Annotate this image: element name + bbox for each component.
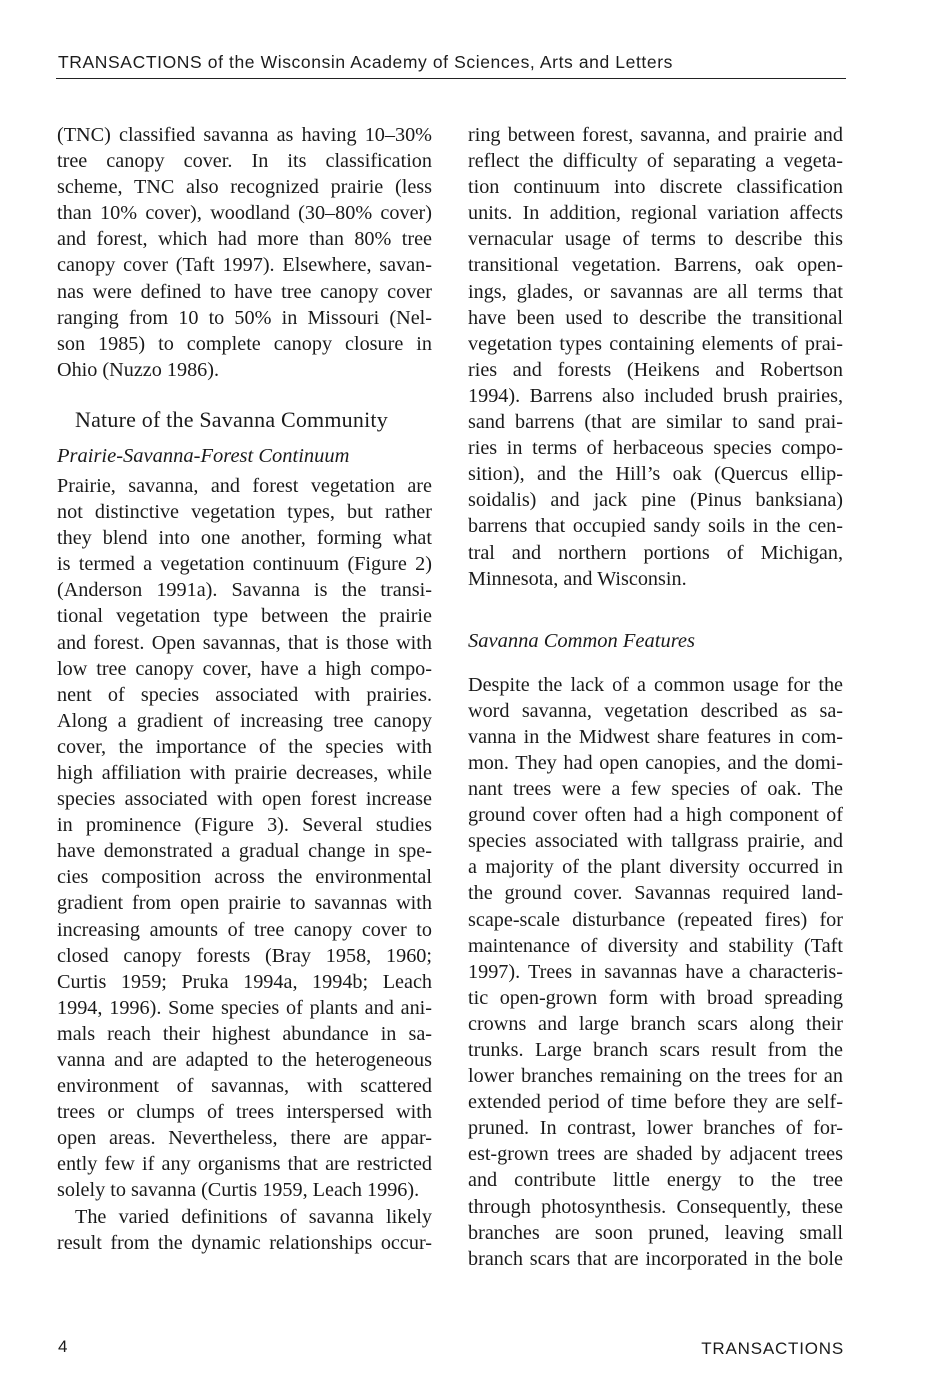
- text-line: vanna in the Midwest share features in com-: [468, 725, 843, 748]
- text-line: ently few if any organisms that are restricted: [57, 1153, 432, 1176]
- subheading-common-features: Savanna Common Features: [468, 629, 695, 652]
- text-line: extended period of time before they are self-: [468, 1091, 843, 1114]
- text-line: son 1985) to complete canopy closure in: [57, 332, 432, 355]
- text-line: high affiliation with prairie decreases, while: [57, 761, 432, 784]
- text-line: cies composition across the environmental: [57, 866, 432, 889]
- text-line: crowns and large branch scars along their: [468, 1012, 843, 1035]
- text-line: sand barrens (that are similar to sand prai-: [468, 411, 843, 434]
- text-line: nent of species associated with prairies.: [57, 683, 432, 706]
- text-line: nas were defined to have tree canopy cover: [57, 280, 432, 303]
- text-line: reflect the difficulty of separating a vegeta-: [468, 150, 843, 173]
- text-line: nant trees were a few species of oak. The: [468, 778, 843, 801]
- text-line: they blend into one another, forming what: [57, 527, 432, 550]
- spacer: [57, 383, 432, 405]
- text-line: low tree canopy cover, have a high compo-: [57, 657, 432, 680]
- text-line: vernacular usage of terms to describe this: [468, 228, 843, 251]
- text-line: have demonstrated a gradual change in spe-: [57, 840, 432, 863]
- text-line: have been used to describe the transitional: [468, 306, 843, 329]
- text-line: Ohio (Nuzzo 1986).: [57, 358, 220, 381]
- text-line: Despite the lack of a common usage for the: [468, 673, 843, 696]
- text-line: and forest. Open savannas, that is those with: [57, 631, 432, 654]
- text-line: tree canopy cover. In its classification: [57, 150, 432, 173]
- continuum-paragraph: [57, 473, 432, 1204]
- text-line: transitional vegetation. Barrens, oak open-: [468, 254, 843, 277]
- spacer: [468, 592, 843, 626]
- page-number: 4: [58, 1337, 68, 1356]
- text-line: scape-scale disturbance (repeated fires) for: [468, 908, 843, 931]
- text-line: increasing amounts of tree canopy cover to: [57, 918, 432, 941]
- text-line: mon. They had open canopies, and the domi-: [468, 751, 843, 774]
- text-line: sition), and the Hill’s oak (Quercus ellip-: [468, 463, 843, 486]
- text-line: maintenance of diversity and stability (Taft: [468, 934, 843, 957]
- text-line: The varied definitions of savanna likely: [75, 1205, 432, 1228]
- intro-paragraph: [57, 122, 432, 383]
- text-line: tic open-grown form with broad spreading: [468, 986, 843, 1009]
- text-line: and forest, which had more than 80% tree: [57, 228, 432, 251]
- text-line: species associated with tallgrass prairie, and: [468, 830, 843, 853]
- left-column: [57, 122, 432, 1256]
- text-line: tral and northern portions of Michigan,: [468, 541, 843, 564]
- text-line: Prairie, savanna, and forest vegetation are: [57, 474, 432, 497]
- section-heading: Nature of the Savanna Community: [75, 406, 388, 432]
- text-line: mals reach their highest abundance in sa-: [57, 1022, 432, 1045]
- text-line: ries and forests (Heikens and Robertson: [468, 358, 843, 381]
- text-line: scheme, TNC also recognized prairie (less: [57, 176, 432, 199]
- text-line: through photosynthesis. Consequently, these: [468, 1195, 843, 1218]
- running-head-title: TRANSACTIONS of the Wisconsin Academy of Sciences, Arts and Letters: [58, 52, 674, 72]
- text-line: environment of savannas, with scattered: [57, 1075, 432, 1098]
- text-line: Along a gradient of increasing tree canopy: [57, 709, 432, 732]
- text-line: Minnesota, and Wisconsin.: [468, 567, 687, 590]
- text-line: solely to savanna (Curtis 1959, Leach 1996).: [57, 1179, 420, 1202]
- text-line: (TNC) classified savanna as having 10–30%: [57, 124, 432, 146]
- text-line: species associated with open forest increase: [57, 788, 432, 811]
- right-column: [468, 122, 843, 1272]
- text-line: a majority of the plant diversity occurred in: [468, 856, 843, 879]
- text-line: gradient from open prairie to savannas with: [57, 892, 432, 915]
- continuation-paragraph: [468, 122, 843, 592]
- text-line: tional vegetation type between the prairie: [57, 605, 432, 628]
- text-line: tion continuum into discrete classification: [468, 176, 843, 199]
- text-line: units. In addition, regional variation affects: [468, 202, 843, 225]
- text-line: 1994, 1996). Some species of plants and ani-: [57, 996, 432, 1019]
- text-line: ranging from 10 to 50% in Missouri (Nel-: [57, 306, 432, 329]
- text-line: canopy cover (Taft 1997). Elsewhere, savan-: [57, 254, 432, 277]
- text-line: Curtis 1959; Pruka 1994a, 1994b; Leach: [57, 970, 432, 993]
- text-line: 1994). Barrens also included brush prairies,: [468, 384, 843, 407]
- text-line: cover, the importance of the species with: [57, 735, 432, 758]
- text-line: open areas. Nevertheless, there are appar-: [57, 1127, 432, 1150]
- text-line: trees or clumps of trees interspersed with: [57, 1101, 432, 1124]
- text-line: barrens that occupied sandy soils in the cen-: [468, 515, 843, 538]
- text-line: and contribute little energy to the tree: [468, 1169, 843, 1192]
- spacer: [468, 658, 843, 672]
- text-line: branch scars that are incorporated in the bole: [468, 1247, 843, 1270]
- text-line: branches are soon pruned, leaving small: [468, 1221, 843, 1244]
- text-line: lower branches remaining on the trees for an: [468, 1065, 843, 1088]
- text-line: than 10% cover), woodland (30–80% cover): [57, 202, 432, 225]
- text-line: ings, glades, or savannas are all terms that: [468, 280, 843, 303]
- footer-journal-title: TRANSACTIONS: [701, 1339, 844, 1358]
- text-line: word savanna, vegetation described as sa-: [468, 699, 843, 722]
- text-line: soidalis) and jack pine (Pinus banksiana): [468, 489, 843, 512]
- text-line: result from the dynamic relationships occur-: [57, 1231, 432, 1254]
- text-line: pruned. In contrast, lower branches of for-: [468, 1117, 843, 1140]
- text-line: 1997). Trees in savannas have a characteris-: [468, 960, 843, 983]
- text-line: ries in terms of herbaceous species compo-: [468, 437, 843, 460]
- text-line: the ground cover. Savannas required land-: [468, 882, 843, 905]
- features-paragraph: [468, 672, 843, 1272]
- header-rule: [56, 78, 846, 79]
- text-line: ring between forest, savanna, and prairie and: [468, 124, 843, 146]
- text-line: is termed a vegetation continuum (Figure 2): [57, 553, 432, 576]
- text-line: in prominence (Figure 3). Several studies: [57, 814, 432, 837]
- text-line: closed canopy forests (Bray 1958, 1960;: [57, 944, 432, 967]
- text-line: trunks. Large branch scars result from the: [468, 1039, 843, 1061]
- text-line: vegetation types containing elements of prai-: [468, 332, 843, 355]
- text-line: (Anderson 1991a). Savanna is the transi-: [57, 579, 432, 602]
- definitions-paragraph: [57, 1204, 432, 1256]
- text-line: not distinctive vegetation types, but rather: [57, 501, 432, 524]
- text-line: est-grown trees are shaded by adjacent trees: [468, 1143, 843, 1166]
- text-line: vanna and are adapted to the heterogeneous: [57, 1049, 432, 1071]
- subheading-continuum: Prairie-Savanna-Forest Continuum: [57, 444, 350, 467]
- text-line: ground cover often had a high component of: [468, 804, 843, 827]
